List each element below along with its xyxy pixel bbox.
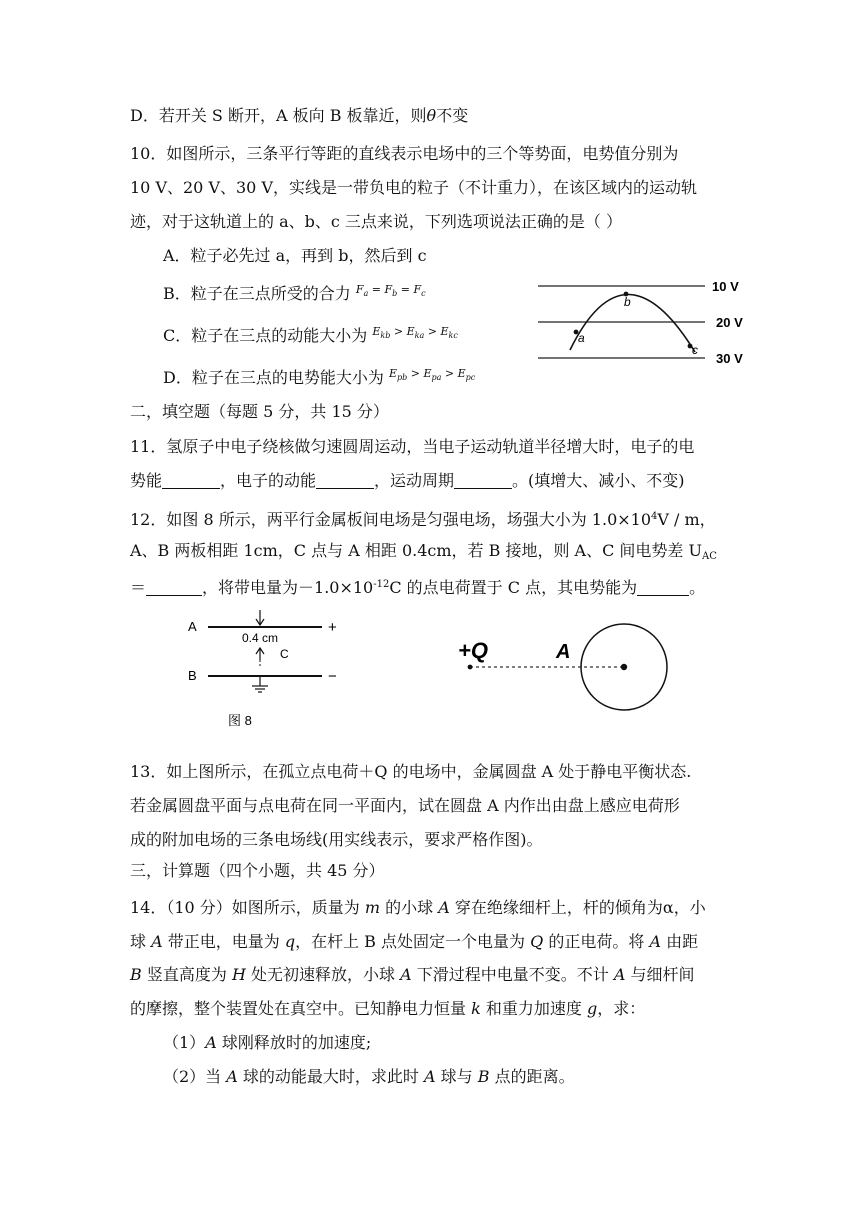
- kinetic-energy-formula: Ekb > Eka > Ekc: [372, 325, 458, 340]
- q10-line-3: 迹，对于这轨道上的 a、b、c 三点来说，下列选项说法正确的是（ ）: [130, 212, 623, 231]
- q13-line-2: 若金属圆盘平面与点电荷在同一平面内，试在圆盘 A 内作出由盘上感应电荷形: [130, 796, 680, 815]
- q12-line-3: ＝ ，将带电量为$-1.0\times 10^{-12}C$ 的点电荷置于 C 点，其电势能为 。: [130, 578, 706, 597]
- label-c: c: [692, 343, 698, 357]
- equipotential-figure: [530, 272, 760, 372]
- blank-5[interactable]: [637, 581, 689, 596]
- q14-line-2: 球 A 带正电，电量为 q，在杆上 B 点处固定一个电量为 Q 的正电荷。将 A 由距: [130, 932, 699, 951]
- q10-line-2: 10 V、20 V、30 V，实线是一带负电的粒子（不计重力），在该区域内的运动轨: [130, 178, 698, 197]
- q10-option-a: A．粒子必先过 a，再到 b，然后到 c: [163, 246, 427, 265]
- force-formula: Fa = Fb = Fc: [355, 283, 426, 298]
- q14-line-1: 14．（10 分）如图所示，质量为 m 的小球 A 穿在绝缘细杆上，杆的倾角为α，小: [130, 898, 706, 917]
- disk-center: [621, 664, 627, 670]
- label-10v: 10 V: [712, 279, 739, 294]
- q13-line-1: 13．如上图所示，在孤立点电荷＋Q 的电场中，金属圆盘 A 处于静电平衡状态.: [130, 762, 692, 781]
- plate-a-plus: +: [328, 619, 337, 636]
- q14-subquestion-2: （2）当 A 球的动能最大时，求此时 A 球与 B 点的距离。: [163, 1067, 575, 1086]
- q9-option-d: D．若开关 S 断开，A 板向 B 板靠近，则θ不变: [130, 106, 469, 125]
- blank-3[interactable]: [454, 474, 512, 489]
- q10-option-b: B．粒子在三点所受的合力 $^{F_a = F_b = F_c}$: [163, 283, 426, 303]
- blank-4[interactable]: [146, 581, 202, 596]
- label-30v: 30 V: [716, 351, 743, 366]
- blank-2[interactable]: [316, 474, 374, 489]
- particle-trajectory: [570, 294, 695, 352]
- figure-8-plates: [180, 608, 370, 733]
- label-a: a: [578, 331, 585, 345]
- distance-label: 0.4 cm: [242, 631, 279, 645]
- charge-disk-figure: [450, 618, 680, 730]
- figure-8-caption: 图 8: [228, 713, 252, 728]
- q10-option-d: D．粒子在三点的电势能大小为 $^{E_{pb} > E_{pa} > E_{pc}}$: [163, 367, 476, 387]
- q10-option-c: C．粒子在三点的动能大小为 $^{E_{kb} > E_{ka} > E_{kc}}$: [163, 325, 458, 345]
- q14-line-3: B 竖直高度为 H 处无初速释放，小球 A 下滑过程中电量不变。不计 A 与细杆间: [130, 965, 695, 984]
- charge-label: +Q: [458, 638, 488, 663]
- plate-b-label: B: [188, 668, 197, 683]
- q14-line-4: 的摩擦，整个装置处在真空中。已知静电力恒量 k 和重力加速度 g，求：: [130, 999, 646, 1018]
- potential-energy-formula: Epb > Epa > Epc: [388, 367, 476, 382]
- q14-subquestion-1: （1）A 球刚释放时的加速度;: [163, 1033, 372, 1052]
- label-20v: 20 V: [716, 315, 743, 330]
- section-2-heading: 二，填空题（每题 5 分，共 15 分）: [130, 402, 389, 421]
- section-3-heading: 三，计算题（四个小题，共 45 分）: [130, 861, 385, 880]
- charge-dot: [468, 665, 473, 670]
- plate-b-minus: −: [328, 668, 337, 685]
- label-b: b: [624, 295, 631, 309]
- q11-line-1: 11．氢原子中电子绕核做匀速圆周运动，当电子运动轨道半径增大时，电子的电: [130, 437, 695, 456]
- q12-line-2: A、B 两板相距 1cm，C 点与 A 相距 0.4cm，若 B 接地，则 A、C 间电势差 $U_{AC}$: [130, 541, 717, 562]
- q12-line-1: 12．如图 8 所示，两平行金属板间电场是匀强电场，场强大小为 $1.0\times 10^4V / m$，: [130, 510, 716, 529]
- q11-line-2: 势能 ，电子的动能 ，运动周期 。(填增大、减小、不变): [130, 471, 685, 490]
- q13-line-3: 成的附加电场的三条电场线(用实线表示，要求严格作图)。: [130, 830, 543, 849]
- plate-a-label: A: [188, 619, 197, 634]
- disk-label: A: [556, 641, 571, 663]
- point-c-label: C: [280, 647, 289, 661]
- q10-line-1: 10．如图所示，三条平行等距的直线表示电场中的三个等势面，电势值分别为: [130, 144, 679, 163]
- blank-1[interactable]: [162, 474, 220, 489]
